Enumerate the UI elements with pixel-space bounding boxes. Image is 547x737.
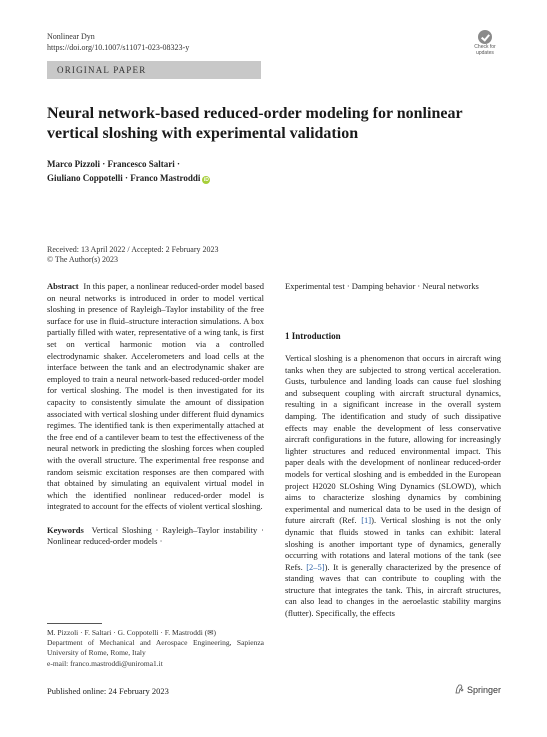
affiliation-block xyxy=(47,628,264,669)
keywords xyxy=(47,525,264,548)
intro-text-1: Vertical sloshing is a phenomenon that occurs in aircraft wing tanks when they are subjected to strong vertical acceleration. Gusts, turbulence and landing loads can cause fuel sloshing and subsequent coupling with aircraft structural dynamics, resulting in a significant increase in the overall system damping. The identification and study of such dissipative effects may enable the development of less conservative aircraft configurations in the future, allowing for increasingly lighter structures and reduced environmental impact. This paper deals with the development of nonlinear reduced-order models for vertical sloshing and is embedded in the European project H2020 SLOshing Wing Dynamics (SLOWD), which aims to characterize sloshing dynamics by combining experimental and numerical data to be used in the design of future aircraft (Ref. xyxy=(285,353,501,526)
author-list xyxy=(47,157,347,185)
keywords-label: Keywords xyxy=(47,524,84,535)
affiliation-authors: M. Pizzoli · F. Saltari · G. Coppotelli · F. Mastroddi (✉) xyxy=(47,628,217,637)
paper-type-label: ORIGINAL PAPER xyxy=(57,65,147,75)
intro-text-2: ). Vertical sloshing is not the only dynamic that fluids stowed in tanks can exhibit: lateral sloshing is another important type of dynamics, generally occurring with rotations and lateral motions of the tank (see Refs. xyxy=(285,515,501,572)
paper-title: Neural network-based reduced-order modeling for nonlinear vertical sloshing with experimental validation xyxy=(47,105,463,142)
author-line-2: Giuliano Coppotelli · Franco Mastroddi xyxy=(47,173,201,183)
affiliation-divider xyxy=(47,623,102,624)
abstract-text: In this paper, a nonlinear reduced-order model based on neural networks is introduced in order to model vertical sloshing in presence of Rayleigh–Taylor instability of the free surface for use in fluid–structure interaction simulations. A box partially filled with water, representative of a wing tank, is first set on vertical harmonic motion via a controlled electrodynamic shaker. Accelerometers and load cells at the interface between the tank and an electrodynamic shaker are employed to train a neural network-based reduced-order model for vertical sloshing. The model is then investigated for its capacity to consistently simulate the amount of dissipation associated with vertical sloshing under different fluid dynamics regimes. The identified tank is then experimentally attached at the free end of a cantilever beam to test the effectiveness of the neural network in predicting the sloshing forces when coupled with the overall structure. The experimental free response and random seismic excitation responses are then compared with that obtained by simulating an equivalent virtual model in which the identified nonlinear reduced-order model is integrated to account for the effects of violent vertical sloshing. xyxy=(47,281,265,512)
badge-label: Check for updates xyxy=(474,44,496,56)
received-accepted: Received: 13 April 2022 / Accepted: 2 February 2023 xyxy=(47,245,219,254)
published-online: Published online: 24 February 2023 xyxy=(47,686,169,696)
affiliation-department: Department of Mechanical and Aerospace Engineering, Sapienza University of Rome, Rome, Italy xyxy=(47,638,264,658)
section-heading-introduction: 1 Introduction xyxy=(285,331,341,341)
journal-header xyxy=(47,31,189,53)
springer-horse-icon xyxy=(455,684,464,694)
copyright: © The Author(s) 2023 xyxy=(47,255,119,264)
abstract-label: Abstract xyxy=(47,281,79,291)
author-line-1: Marco Pizzoli · Francesco Saltari · xyxy=(47,159,181,169)
publisher-name: Springer xyxy=(467,685,502,695)
doi-link[interactable]: https://doi.org/10.1007/s11071-023-08323-y xyxy=(47,43,190,52)
publication-dates xyxy=(47,245,219,265)
paper-type-banner xyxy=(47,61,261,79)
keywords-continued: Experimental test · Damping behavior · Neural networks xyxy=(285,281,479,291)
citation-link[interactable]: [2–5] xyxy=(306,561,325,572)
intro-text-3: ). It is generally characterized by the presence of standing waves that can contribute to coupling with the structure that integrates the tank. This, in aircraft structures, can also lead to changes in the aeroelastic stability margins (flutter). Specifically, the effects xyxy=(285,561,501,619)
abstract xyxy=(47,281,264,513)
publisher-logo xyxy=(455,684,501,695)
journal-name: Nonlinear Dyn xyxy=(47,32,95,41)
orcid-icon[interactable]: iD xyxy=(203,177,209,183)
citation-link[interactable]: [1] xyxy=(361,515,372,526)
check-icon xyxy=(478,30,492,44)
introduction-body xyxy=(285,353,501,620)
check-for-updates-badge[interactable] xyxy=(470,30,500,58)
keywords-text-left: Vertical Sloshing · Rayleigh–Taylor instability · Nonlinear reduced-order models · xyxy=(47,524,265,547)
left-column xyxy=(47,281,264,548)
affiliation-email[interactable]: e-mail: franco.mastroddi@uniroma1.it xyxy=(47,658,163,668)
